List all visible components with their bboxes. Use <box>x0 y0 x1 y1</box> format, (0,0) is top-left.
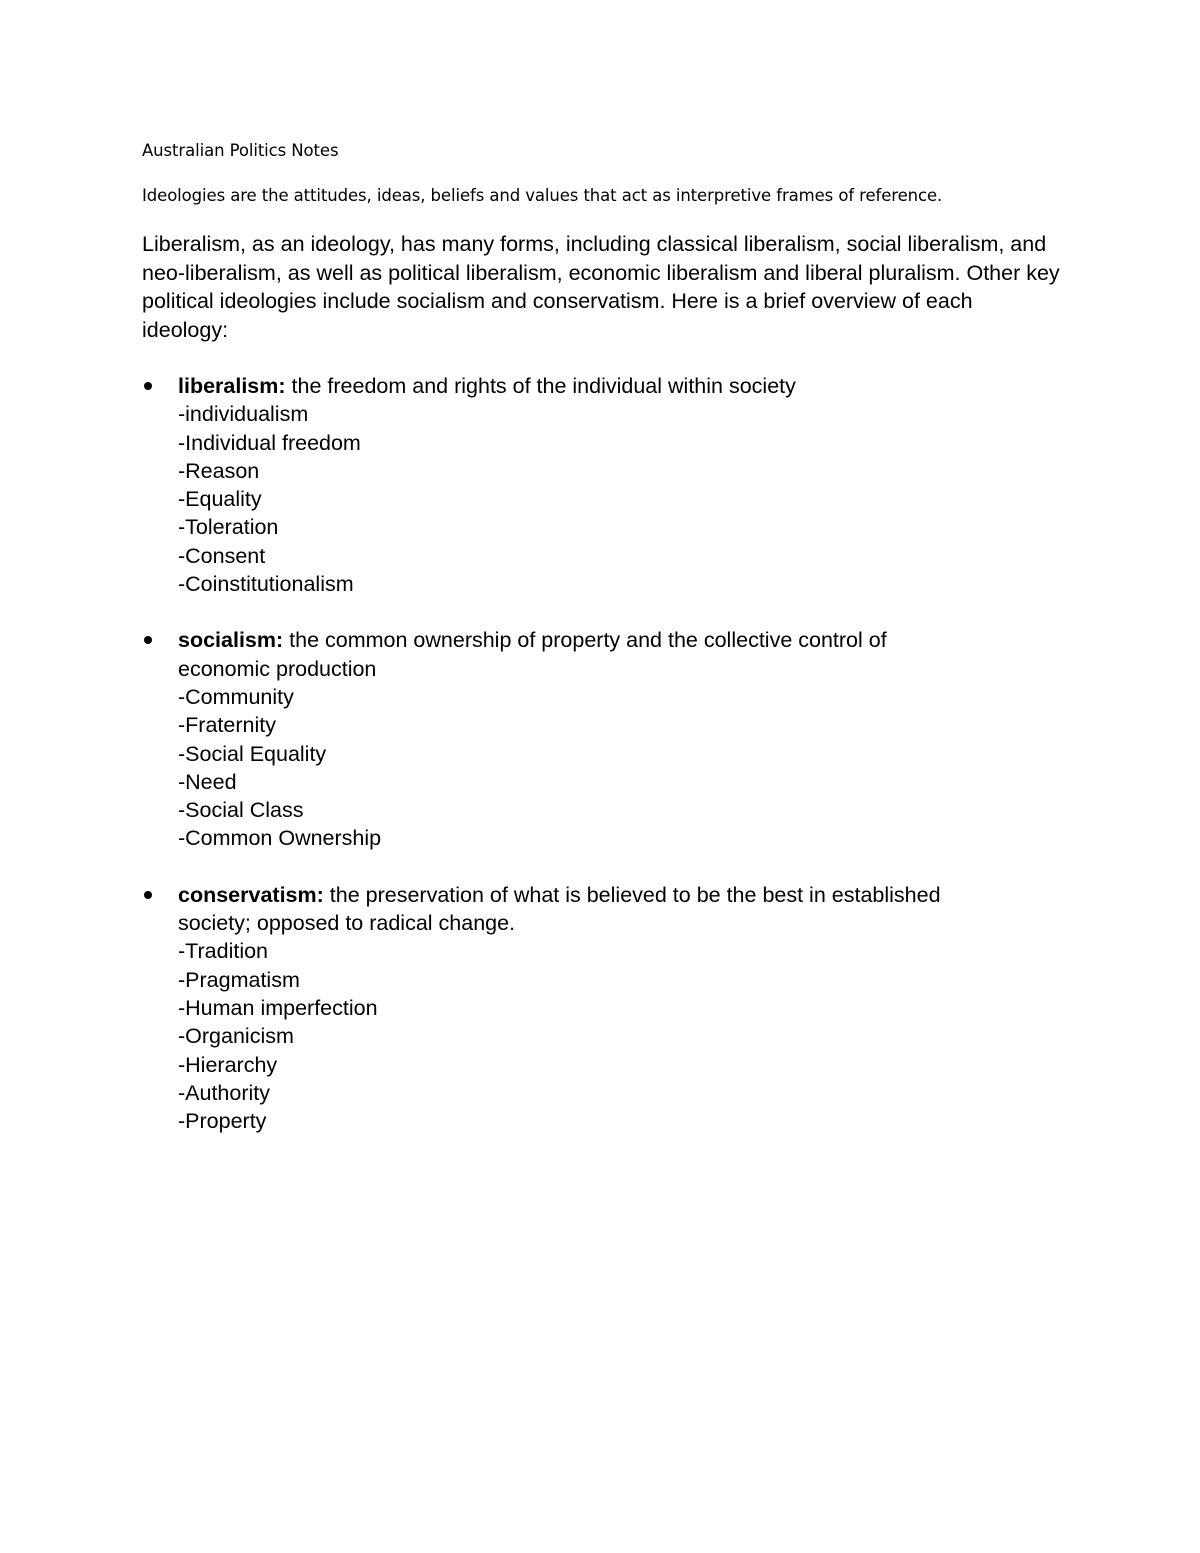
list-item: -Toleration <box>178 515 279 540</box>
definition-text: the preservation of what is believed to be the best in established <box>323 882 941 907</box>
trait-list <box>142 937 1062 1135</box>
list-item: -Hierarchy <box>178 1052 278 1077</box>
list-item: -Organicism <box>178 1024 294 1049</box>
ideology-definition <box>142 626 1062 654</box>
list-item: -Individual freedom <box>178 430 361 455</box>
ideology-name: conservatism <box>178 882 317 907</box>
document-title: Australian Politics Notes <box>142 141 339 160</box>
ideology-name: liberalism <box>178 374 279 398</box>
trait-list <box>142 400 1062 598</box>
ideology-definition <box>142 372 1062 400</box>
overview-paragraph: Liberalism, as an ideology, has many forms, including classical liberalism, social liberalism, and neo-liberalism, as well as political liberalism, economic liberalism and liberal pluralism. Other key political ideologies include socialism and conservatism. Here is a brief overview of each ideology: <box>142 232 1060 342</box>
list-item: -Community <box>178 684 294 709</box>
ideology-name: socialism <box>178 628 276 653</box>
list-item: -Human imperfection <box>178 995 378 1020</box>
list-item: -Coinstitutionalism <box>178 572 354 597</box>
list-item: -Authority <box>178 1080 271 1105</box>
list-item: -Consent <box>178 543 266 568</box>
definition-text: the common ownership of property and the collective control of <box>283 628 887 653</box>
list-item: -individualism <box>178 402 309 427</box>
list-item: -Fraternity <box>178 713 276 738</box>
definition-continuation: economic production <box>178 656 377 681</box>
definition-continuation: society; opposed to radical change. <box>178 911 516 936</box>
ideology-definition <box>142 881 1062 909</box>
ideology-separator: : <box>276 628 284 653</box>
ideology-separator: : <box>316 882 324 907</box>
trait-list <box>142 683 1062 853</box>
ideology-socialism <box>142 626 1062 852</box>
list-item: -Need <box>178 769 237 794</box>
list-item: -Social Equality <box>178 741 327 766</box>
ideology-separator: : <box>278 374 286 398</box>
list-item: -Pragmatism <box>178 967 300 992</box>
document-body <box>142 140 1062 1163</box>
list-item: -Common Ownership <box>178 826 382 851</box>
list-item: -Reason <box>178 458 260 483</box>
list-item: -Property <box>178 1109 267 1134</box>
definition-text: the freedom and rights of the individual within society <box>285 374 796 398</box>
list-item: -Social Class <box>178 798 304 823</box>
ideology-conservatism <box>142 881 1062 1136</box>
intro-paragraph: Ideologies are the attitudes, ideas, beliefs and values that act as interpretive frames of reference. <box>142 186 943 205</box>
ideology-liberalism <box>142 372 1062 598</box>
list-item: -Tradition <box>178 939 269 964</box>
list-item: -Equality <box>178 487 262 512</box>
